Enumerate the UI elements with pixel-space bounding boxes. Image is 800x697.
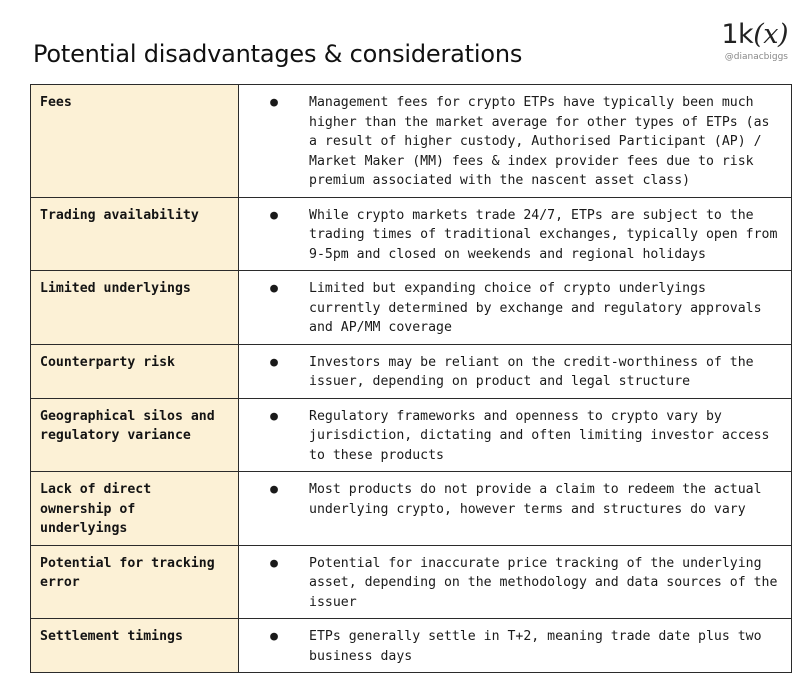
row-label: Limited underlyings [31, 271, 239, 345]
row-description [239, 619, 792, 673]
row-text: Potential for inaccurate price tracking of the underlying asset, depending on the methodology and data sources of the issuer [309, 555, 778, 610]
row-label: Potential for tracking error [31, 545, 239, 619]
row-text: Regulatory frameworks and openness to crypto vary by jurisdiction, dictating and often limiting investor access to these products [309, 408, 770, 463]
row-text: Management fees for crypto ETPs have typically been much higher than the market average for other types of ETPs (as a result of higher custody, Authorised Participant (AP) / Market Maker (MM) fees & index provider fees due to risk premium associated with the nascent asset class) [309, 95, 770, 188]
bullet-icon: ● [270, 281, 278, 296]
row-description [239, 344, 792, 398]
bullet-icon: ● [270, 207, 278, 223]
bullet-icon: ● [270, 95, 278, 110]
row-description [239, 398, 792, 472]
row-description [239, 85, 792, 198]
bullet-icon: ● [270, 555, 278, 571]
row-text: ETPs generally settle in T+2, meaning trade date plus two business days [309, 629, 762, 664]
brand-logo-prefix: 1k [721, 19, 754, 50]
row-label: Fees [31, 85, 239, 198]
row-description [239, 472, 792, 546]
brand [721, 18, 788, 62]
brand-logo [721, 18, 788, 52]
table-row [31, 197, 792, 271]
row-text: Limited but expanding choice of crypto underlyings currently determined by exchange and regulatory approvals and AP/MM coverage [309, 281, 762, 335]
table-row [31, 85, 792, 198]
bullet-icon: ● [270, 482, 278, 497]
row-text: Most products do not provide a claim to redeem the actual underlying crypto, however terms and structures do vary [309, 482, 762, 517]
bullet-icon: ● [270, 354, 278, 370]
bullet-icon: ● [270, 629, 278, 644]
table-row [31, 344, 792, 398]
row-description [239, 271, 792, 345]
row-text: While crypto markets trade 24/7, ETPs are subject to the trading times of traditional exchanges, typically open from 9-5pm and closed on weekends and regional holidays [309, 207, 778, 262]
brand-handle: @dianacbiggs [724, 52, 788, 62]
row-label: Trading availability [31, 197, 239, 271]
page-title: Potential disadvantages & considerations [33, 40, 523, 68]
brand-logo-var: (x) [753, 19, 788, 50]
row-label: Lack of direct ownership of underlyings [31, 472, 239, 546]
row-label: Settlement timings [31, 619, 239, 673]
table-row [31, 472, 792, 546]
table-row [31, 398, 792, 472]
row-description [239, 197, 792, 271]
row-text: Investors may be reliant on the credit-worthiness of the issuer, depending on product and legal structure [309, 354, 754, 389]
bullet-icon: ● [270, 408, 278, 424]
row-description [239, 545, 792, 619]
row-label: Counterparty risk [31, 344, 239, 398]
row-label: Geographical silos and regulatory variance [31, 398, 239, 472]
table-row [31, 271, 792, 345]
table-row [31, 545, 792, 619]
table-row [31, 619, 792, 673]
considerations-table [30, 84, 792, 673]
